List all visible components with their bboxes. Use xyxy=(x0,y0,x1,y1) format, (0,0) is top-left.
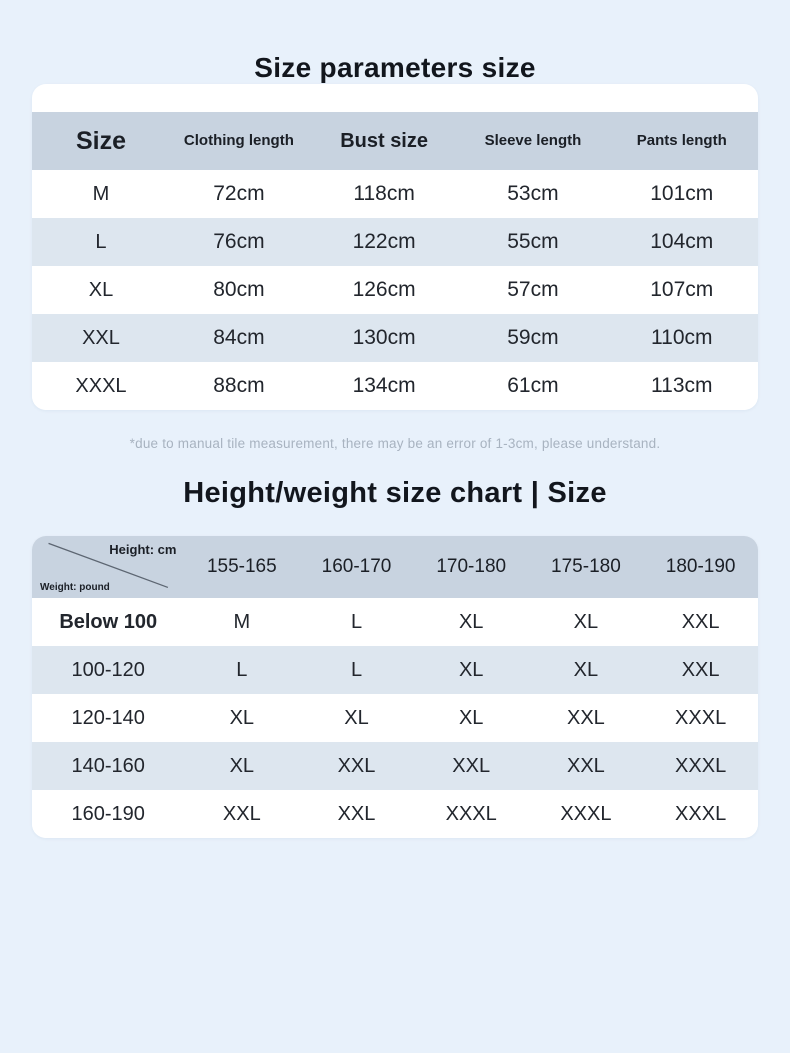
cell-bust: 122cm xyxy=(352,230,416,253)
cell-clothing-length: 84cm xyxy=(213,326,265,349)
cell-clothing-length: 88cm xyxy=(213,374,265,397)
column-header-height-5: 180-190 xyxy=(665,556,736,577)
cell-size-recommendation: XXL xyxy=(567,706,605,729)
cell-size-recommendation: XXXL xyxy=(675,802,727,825)
cell-clothing-length: 76cm xyxy=(213,230,265,253)
cell-size-recommendation: XL xyxy=(229,706,255,729)
height-weight-table-wrapper xyxy=(32,536,758,838)
cell-size-recommendation: XXL xyxy=(222,802,261,825)
row-header-weight: 160-190 xyxy=(71,802,145,825)
cell-bust: 134cm xyxy=(352,374,416,397)
column-header-pants-length: Pants length xyxy=(636,132,727,150)
cell-size: M xyxy=(92,182,110,205)
cell-pants: 113cm xyxy=(651,374,713,397)
size-parameters-table xyxy=(32,112,758,410)
column-header-height-3: 170-180 xyxy=(436,556,507,577)
table-row xyxy=(32,218,758,266)
height-weight-table-header xyxy=(32,536,758,598)
cell-size: XL xyxy=(88,278,114,301)
column-header-height-2: 160-170 xyxy=(321,556,392,577)
size-parameters-table-body xyxy=(32,170,758,410)
table-row xyxy=(32,598,758,646)
cell-size-recommendation: XXL xyxy=(337,754,376,777)
cell-size-recommendation: XXXL xyxy=(675,754,727,777)
cell-size-recommendation: XL xyxy=(458,706,484,729)
table-row xyxy=(32,646,758,694)
table-row xyxy=(32,694,758,742)
cell-pants: 101cm xyxy=(650,182,714,205)
cell-size-recommendation: XL xyxy=(573,610,599,633)
cell-sleeve: 61cm xyxy=(507,374,559,397)
cell-size-recommendation: XXL xyxy=(337,802,376,825)
cell-size-recommendation: L xyxy=(350,658,363,681)
cell-size-recommendation: XL xyxy=(573,658,599,681)
column-header-size: Size xyxy=(75,126,126,155)
size-parameters-table-header xyxy=(32,112,758,170)
column-header-bust-size: Bust size xyxy=(340,129,428,152)
cell-pants: 104cm xyxy=(650,230,714,253)
cell-size-recommendation: XXL xyxy=(452,754,491,777)
cell-size: XXL xyxy=(82,326,120,349)
corner-weight-label: Weight: pound xyxy=(40,581,110,593)
cell-bust: 126cm xyxy=(352,278,416,301)
table-row xyxy=(32,170,758,218)
column-header-height-4: 175-180 xyxy=(551,556,621,577)
row-header-weight: 140-160 xyxy=(71,754,145,777)
cell-size-recommendation: XL xyxy=(344,706,369,729)
cell-bust: 118cm xyxy=(353,182,415,205)
page-title-size-parameters: Size parameters size xyxy=(254,52,536,83)
table-header-row xyxy=(32,112,758,170)
cell-size: XXXL xyxy=(75,374,127,397)
measurement-disclaimer: *due to manual tile measurement, there may be an error of 1-3cm, please understand. xyxy=(129,436,661,451)
cell-sleeve: 59cm xyxy=(507,326,559,349)
column-header-sleeve-length: Sleeve length xyxy=(484,132,582,150)
table-row xyxy=(32,742,758,790)
cell-size-recommendation: XXL xyxy=(681,610,720,633)
cell-size-recommendation: XXXL xyxy=(675,706,727,729)
table-header-row xyxy=(32,536,758,598)
cell-size-recommendation: XXL xyxy=(567,754,605,777)
cell-sleeve: 53cm xyxy=(507,182,559,205)
size-parameters-table-wrapper xyxy=(32,84,758,410)
row-header-weight: 120-140 xyxy=(71,706,145,729)
cell-sleeve: 55cm xyxy=(507,230,559,253)
cell-size-recommendation: XL xyxy=(229,754,255,777)
cell-size: L xyxy=(95,230,107,253)
page-title-height-weight: Height/weight size chart | Size xyxy=(183,477,607,509)
row-header-weight: Below 100 xyxy=(59,610,158,633)
cell-size-recommendation: L xyxy=(236,658,248,681)
column-header-height-1: 155-165 xyxy=(206,556,277,577)
cell-size-recommendation: L xyxy=(350,610,363,633)
height-weight-table xyxy=(32,536,758,838)
cell-clothing-length: 72cm xyxy=(213,182,265,205)
table-row xyxy=(32,362,758,410)
cell-size-recommendation: XL xyxy=(458,658,484,681)
cell-size-recommendation: XL xyxy=(458,610,484,633)
cell-size-recommendation: XXXL xyxy=(445,802,497,825)
corner-header-cell xyxy=(32,536,184,598)
table-row xyxy=(32,314,758,362)
cell-size-recommendation: XXL xyxy=(681,658,720,681)
cell-size-recommendation: M xyxy=(233,610,251,633)
corner-height-label: Height: cm xyxy=(109,542,177,557)
table-row xyxy=(32,266,758,314)
cell-pants: 110cm xyxy=(651,326,713,349)
column-header-clothing-length: Clothing length xyxy=(183,132,294,150)
row-header-weight: 100-120 xyxy=(71,658,145,681)
cell-clothing-length: 80cm xyxy=(213,278,265,301)
height-weight-table-body xyxy=(32,598,758,838)
cell-size-recommendation: XXXL xyxy=(560,802,612,825)
cell-sleeve: 57cm xyxy=(507,278,559,301)
cell-bust: 130cm xyxy=(352,326,416,349)
cell-pants: 107cm xyxy=(650,278,714,301)
table-row xyxy=(32,790,758,838)
